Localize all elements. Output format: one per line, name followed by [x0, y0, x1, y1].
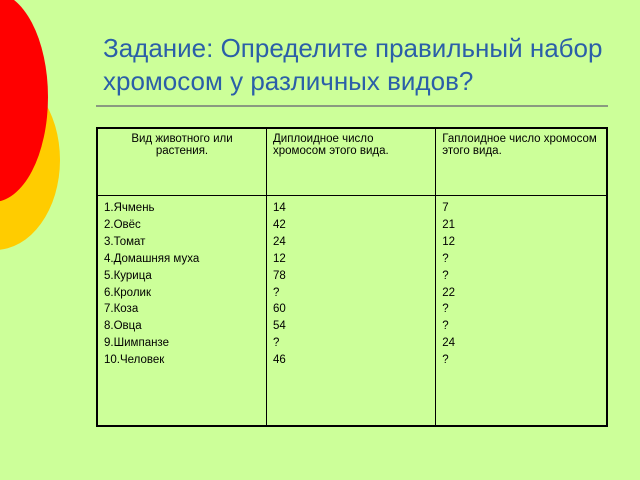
haploid-value: 12 — [442, 235, 456, 248]
haploid-value: 21 — [442, 218, 456, 231]
species-item: 5.Курица — [104, 269, 152, 282]
haploid-value: ? — [442, 354, 449, 367]
haploid-value: 7 — [442, 202, 449, 214]
species-item: 2.Овёс — [104, 218, 141, 231]
haploid-value: ? — [442, 252, 449, 265]
haploid-value: ? — [442, 269, 449, 282]
haploid-value: 24 — [442, 337, 456, 350]
table-body-row — [97, 196, 607, 427]
chromosome-table — [96, 127, 608, 427]
header-haploid: Гаплоидное число хромосом этого вида. — [436, 128, 607, 196]
diploid-value: 54 — [273, 320, 286, 333]
diploid-value: 60 — [273, 303, 286, 316]
species-item: 7.Коза — [104, 303, 139, 316]
species-item: 4.Домашняя муха — [104, 252, 200, 265]
header-species: Вид животного или растения. — [97, 128, 267, 196]
diploid-column — [267, 196, 436, 427]
haploid-value: 22 — [442, 286, 456, 299]
header-diploid: Диплоидное число хромосом этого вида. — [267, 128, 436, 196]
haploid-value: ? — [442, 303, 449, 316]
table-header-row — [97, 128, 607, 196]
diploid-value: 14 — [273, 202, 286, 214]
diploid-value: 24 — [273, 235, 286, 248]
diploid-value: ? — [273, 337, 280, 350]
species-column — [97, 196, 267, 427]
diploid-value: 42 — [273, 218, 286, 231]
diploid-value: ? — [273, 286, 280, 299]
species-item: 3.Томат — [104, 235, 146, 248]
slide-title: Задание: Определите правильный набор хромосом у различных видов? — [103, 33, 603, 96]
species-item: 10.Человек — [104, 354, 165, 367]
diploid-value: 12 — [273, 252, 286, 265]
species-item: 9.Шимпанзе — [104, 337, 169, 350]
species-item: 1.Ячмень — [104, 202, 155, 214]
title-divider — [96, 105, 608, 107]
haploid-value: ? — [442, 320, 449, 333]
species-item: 6.Кролик — [104, 286, 151, 299]
diploid-value: 78 — [273, 269, 286, 282]
species-item: 8.Овца — [104, 320, 142, 333]
diploid-value: 46 — [273, 354, 286, 367]
haploid-column — [436, 196, 607, 427]
